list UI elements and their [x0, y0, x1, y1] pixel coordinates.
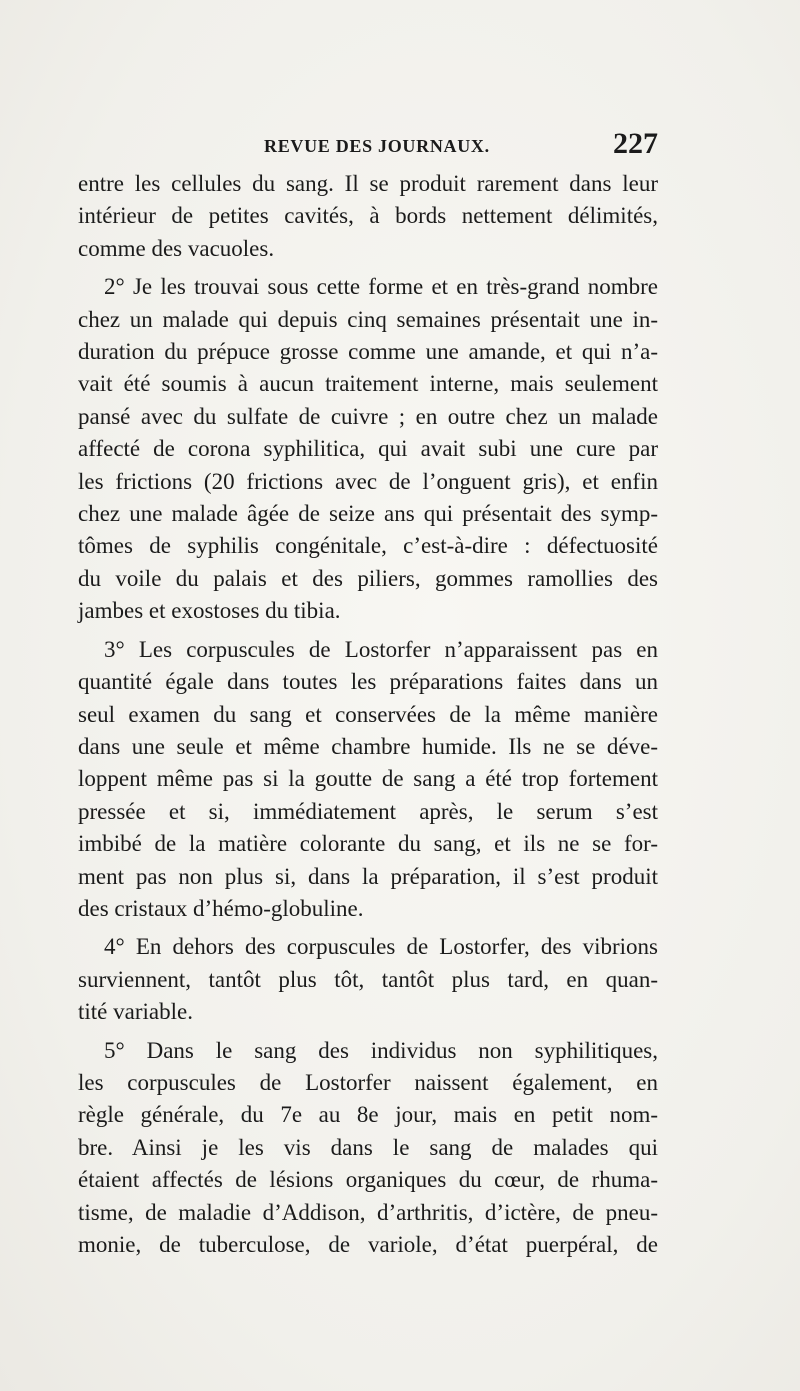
text-line: les frictions (20 frictions avec de l’onguent gris), et enfin	[78, 468, 658, 494]
paragraph-3	[78, 634, 658, 926]
text-line: ment pas non plus si, dans la préparation, il s’est produit	[78, 863, 658, 889]
paragraph-1	[78, 168, 658, 265]
text-line: étaient affectés de lésions organiques du cœur, de rhuma-	[78, 1167, 658, 1193]
text-line: 5° Dans le sang des individus non syphilitiques,	[104, 1037, 658, 1063]
page-number: 227	[613, 127, 658, 160]
text-line: pressée et si, immédiatement après, le serum s’est	[78, 798, 658, 824]
running-title: REVUE DES JOURNAUX.	[264, 136, 490, 156]
text-line: tisme, de maladie d’Addison, d’arthritis, d’ictère, de pneu-	[78, 1199, 658, 1225]
text-line: dans une seule et même chambre humide. Ils ne se déve-	[78, 733, 658, 759]
text-line: monie, de tuberculose, de variole, d’état puerpéral, de	[78, 1232, 658, 1257]
text-line: les corpuscules de Lostorfer naissent également, en	[78, 1069, 658, 1095]
text-line: intérieur de petites cavités, à bords nettement délimités,	[78, 203, 658, 229]
text-line: pansé avec du sulfate de cuivre ; en outre chez un malade	[78, 403, 658, 429]
text-line: chez un malade qui depuis cinq semaines présentait une in-	[78, 306, 658, 332]
text-line: comme des vacuoles.	[78, 235, 275, 261]
text-line: 2° Je les trouvai sous cette forme et en très-grand nombre	[104, 274, 658, 300]
text-line: affecté de corona syphilitica, qui avait subi une cure par	[78, 436, 658, 462]
text-line: chez une malade âgée de seize ans qui présentait des symp-	[78, 501, 658, 527]
text-line: seul examen du sang et conservées de la même manière	[78, 701, 658, 727]
text-line: tité variable.	[78, 999, 193, 1025]
text-line: vait été soumis à aucun traitement interne, mais seulement	[78, 371, 658, 397]
body-text	[78, 168, 658, 1267]
text-line: duration du prépuce grosse comme une amande, et qui n’a-	[78, 339, 658, 365]
text-line: loppent même pas si la goutte de sang a été trop fortement	[78, 766, 658, 792]
text-line: 4° En dehors des corpuscules de Lostorfer, des vibrions	[104, 934, 658, 960]
text-line: 3° Les corpuscules de Lostorfer n’apparaissent pas en	[104, 636, 658, 662]
text-line: tômes de syphilis congénitale, c’est-à-dire : défectuosité	[78, 533, 658, 559]
text-line: jambes et exostoses du tibia.	[78, 598, 341, 624]
paragraph-4	[78, 931, 658, 1028]
text-line: règle générale, du 7e au 8e jour, mais en petit nom-	[78, 1102, 658, 1128]
text-line: surviennent, tantôt plus tôt, tantôt plus tard, en quan-	[78, 966, 658, 992]
text-line: des cristaux d’hémo-globuline.	[78, 895, 364, 921]
paragraph-5	[78, 1035, 658, 1262]
text-line: du voile du palais et des piliers, gommes ramollies des	[78, 565, 658, 591]
page-header	[78, 126, 658, 162]
paragraph-2	[78, 271, 658, 627]
text-line: imbibé de la matière colorante du sang, et ils ne se for-	[78, 831, 658, 857]
text-line: entre les cellules du sang. Il se produit rarement dans leur	[78, 171, 658, 196]
text-line: bre. Ainsi je les vis dans le sang de malades qui	[78, 1134, 658, 1160]
text-line: quantité égale dans toutes les préparations faites dans un	[78, 669, 658, 695]
